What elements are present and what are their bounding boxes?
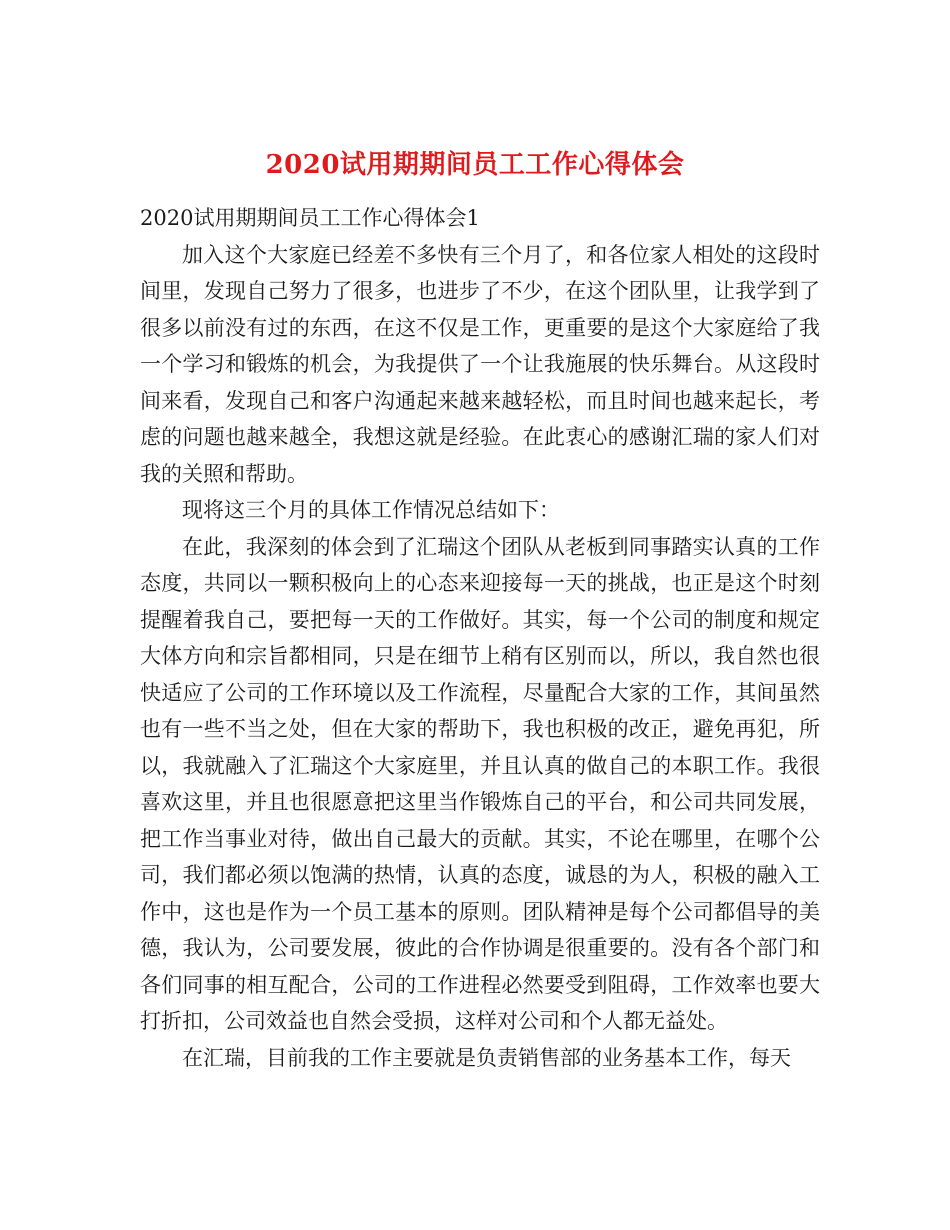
- paragraph-current-work: 在汇瑞，目前我的工作主要就是负责销售部的业务基本工作，每天: [182, 1045, 791, 1070]
- document-body: [140, 200, 820, 1076]
- document-title: 2020试用期期间员工工作心得体会: [265, 150, 685, 181]
- section-heading: 2020试用期期间员工工作心得体会1: [140, 206, 480, 230]
- paragraph-summary-lead: 现将这三个月的具体工作情况总结如下：: [182, 498, 560, 522]
- paragraph-team-experience: 在此，我深刻的体会到了汇瑞这个团队从老板到同事踏实认真的工作态度，共同以一颗积极向上的心态来迎接每一天的挑战，也正是这个时刻提醒着我自己，要把每一天的工作做好。其实，每一个公司的制度和规定大体方向和宗旨都相同，只是在细节上稍有区别而以，所以，我自然也很快适应了公司的工作环境以及工作流程，尽量配合大家的工作，其间虽然也有一些不当之处，但在大家的帮助下，我也积极的改正，避免再犯，所以，我就融入了汇瑞这个大家庭里，并且认真的做自己的本职工作。我很喜欢这里，并且也很愿意把这里当作锻炼自己的平台，和公司共同发展，把工作当事业对待，做出自己最大的贡献。其实，不论在哪里，在哪个公司，我们都必须以饱满的热情，认真的态度，诚恳的为人，积极的融入工作中，这也是作为一个员工基本的原则。团队精神是每个公司都倡导的美德，我认为，公司要发展，彼此的合作协调是很重要的。没有各个部门和各们同事的相互配合，公司的工作进程必然要受到阻碍，工作效率也要大打折扣，公司效益也自然会受损，这样对公司和个人都无益处。: [140, 534, 820, 1033]
- paragraph-intro: 加入这个大家庭已经差不多快有三个月了，和各位家人相处的这段时间里，发现自己努力了很多，也进步了不少，在这个团队里，让我学到了很多以前没有过的东西，在这不仅是工作，更重要的是这个大家庭给了我一个学习和锻炼的机会，为我提供了一个让我施展的快乐舞台。从这段时间来看，发现自己和客户沟通起来越来越轻松，而且时间也越来起长，考虑的问题也越来越全，我想这就是经验。在此衷心的感谢汇瑞的家人们对我的关照和帮助。: [140, 242, 820, 486]
